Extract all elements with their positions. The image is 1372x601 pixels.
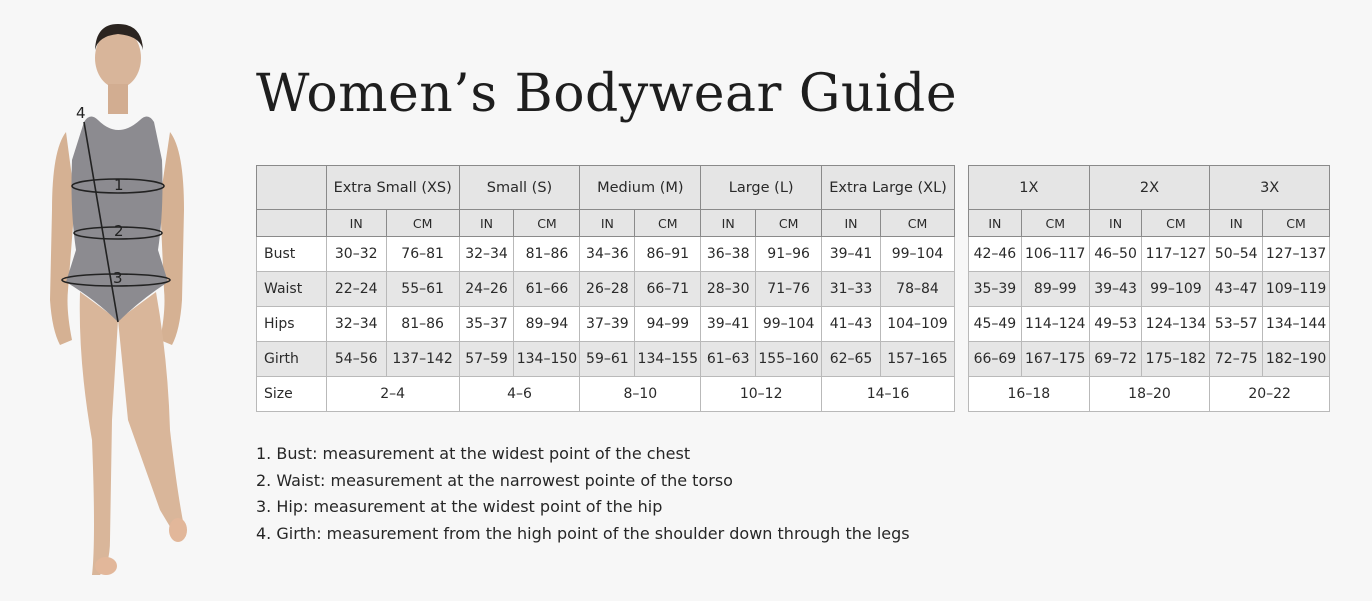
table-cell: 99–104 [756, 307, 822, 342]
table-cell: 53–57 [1210, 307, 1263, 342]
table-row-hips [969, 307, 1330, 342]
size-header-3x: 3X [1210, 166, 1330, 210]
size-header-xs: Extra Small (XS) [326, 166, 459, 210]
unit-header: IN [701, 210, 756, 237]
table-row-bust [257, 237, 955, 272]
table-cell: 89–94 [514, 307, 580, 342]
marker-2: 2 [114, 222, 124, 240]
table-cell: 57–59 [459, 342, 514, 377]
size-range-cell: 8–10 [580, 377, 701, 412]
table-cell: 106–117 [1021, 237, 1089, 272]
table-cell: 134–155 [635, 342, 701, 377]
unit-header: CM [756, 210, 822, 237]
table-row-waist [257, 272, 955, 307]
unit-header: CM [880, 210, 954, 237]
table-cell: 39–41 [822, 237, 881, 272]
table-cell: 26–28 [580, 272, 635, 307]
table-cell: 36–38 [701, 237, 756, 272]
table-cell: 37–39 [580, 307, 635, 342]
note-bust: 1. Bust: measurement at the widest point of the chest [256, 444, 691, 463]
table-cell: 69–72 [1089, 342, 1142, 377]
unit-header: IN [326, 210, 386, 237]
row-label: Hips [257, 307, 327, 342]
page-title: Women’s Bodywear Guide [256, 64, 958, 124]
table-cell: 137–142 [386, 342, 459, 377]
unit-header: IN [1089, 210, 1142, 237]
table-cell: 86–91 [635, 237, 701, 272]
unit-header: IN [580, 210, 635, 237]
table-cell: 59–61 [580, 342, 635, 377]
table-cell: 39–43 [1089, 272, 1142, 307]
table-cell: 104–109 [880, 307, 954, 342]
table-cell: 54–56 [326, 342, 386, 377]
table-cell: 94–99 [635, 307, 701, 342]
table-cell: 134–150 [514, 342, 580, 377]
note-hip: 3. Hip: measurement at the widest point of the hip [256, 497, 663, 516]
table-cell: 157–165 [880, 342, 954, 377]
table-cell: 50–54 [1210, 237, 1263, 272]
size-range-cell: 20–22 [1210, 377, 1330, 412]
table-cell: 182–190 [1263, 342, 1330, 377]
table-cell: 99–104 [880, 237, 954, 272]
header-corner [257, 166, 327, 210]
size-header-l: Large (L) [701, 166, 822, 210]
table-cell: 66–71 [635, 272, 701, 307]
table-cell: 155–160 [756, 342, 822, 377]
size-range-cell: 14–16 [822, 377, 955, 412]
table-cell: 124–134 [1142, 307, 1210, 342]
table-cell: 117–127 [1142, 237, 1210, 272]
table-cell: 62–65 [822, 342, 881, 377]
table-cell: 46–50 [1089, 237, 1142, 272]
table-cell: 39–41 [701, 307, 756, 342]
size-range-cell: 2–4 [326, 377, 459, 412]
table-row-waist [969, 272, 1330, 307]
table-cell: 109–119 [1263, 272, 1330, 307]
table-row-size [969, 377, 1330, 412]
table-cell: 41–43 [822, 307, 881, 342]
unit-header: IN [459, 210, 514, 237]
table-cell: 99–109 [1142, 272, 1210, 307]
table-cell: 30–32 [326, 237, 386, 272]
table-cell: 35–39 [969, 272, 1022, 307]
table-cell: 114–124 [1021, 307, 1089, 342]
table-cell: 49–53 [1089, 307, 1142, 342]
table-cell: 81–86 [514, 237, 580, 272]
table-cell: 81–86 [386, 307, 459, 342]
table-cell: 55–61 [386, 272, 459, 307]
note-waist: 2. Waist: measurement at the narrowest pointe of the torso [256, 470, 733, 490]
marker-4: 4 [76, 104, 86, 122]
unit-header: IN [1210, 210, 1263, 237]
size-range-cell: 4–6 [459, 377, 580, 412]
row-label: Size [257, 377, 327, 412]
table-cell: 127–137 [1263, 237, 1330, 272]
table-cell: 35–37 [459, 307, 514, 342]
table-cell: 89–99 [1021, 272, 1089, 307]
table-cell: 71–76 [756, 272, 822, 307]
unit-header: CM [386, 210, 459, 237]
size-range-cell: 16–18 [969, 377, 1090, 412]
table-cell: 134–144 [1263, 307, 1330, 342]
marker-1: 1 [114, 176, 124, 194]
table-cell: 175–182 [1142, 342, 1210, 377]
table-cell: 32–34 [326, 307, 386, 342]
unit-header: IN [822, 210, 881, 237]
size-header-xl: Extra Large (XL) [822, 166, 955, 210]
size-header-1x: 1X [969, 166, 1090, 210]
table-cell: 28–30 [701, 272, 756, 307]
row-label: Girth [257, 342, 327, 377]
measurement-notes [256, 441, 910, 547]
table-cell: 167–175 [1021, 342, 1089, 377]
table-cell: 22–24 [326, 272, 386, 307]
table-cell: 24–26 [459, 272, 514, 307]
unit-header: CM [1021, 210, 1089, 237]
size-table-plus [968, 165, 1330, 412]
table-cell: 61–63 [701, 342, 756, 377]
table-cell: 42–46 [969, 237, 1022, 272]
row-label: Bust [257, 237, 327, 272]
table-row-bust [969, 237, 1330, 272]
table-cell: 45–49 [969, 307, 1022, 342]
table-cell: 43–47 [1210, 272, 1263, 307]
unit-header: CM [1142, 210, 1210, 237]
table-row-hips [257, 307, 955, 342]
unit-header: CM [635, 210, 701, 237]
table-row-girth [257, 342, 955, 377]
size-header-s: Small (S) [459, 166, 580, 210]
table-row-size [257, 377, 955, 412]
size-range-cell: 18–20 [1089, 377, 1210, 412]
note-girth: 4. Girth: measurement from the high point of the shoulder down through the legs [256, 523, 910, 543]
unit-header: IN [969, 210, 1022, 237]
model-figure [0, 0, 240, 601]
unit-header-corner [257, 210, 327, 237]
size-header-2x: 2X [1089, 166, 1210, 210]
unit-header: CM [514, 210, 580, 237]
size-table-standard [256, 165, 955, 412]
marker-3: 3 [113, 269, 123, 287]
table-cell: 91–96 [756, 237, 822, 272]
table-cell: 61–66 [514, 272, 580, 307]
row-label: Waist [257, 272, 327, 307]
table-cell: 32–34 [459, 237, 514, 272]
table-cell: 66–69 [969, 342, 1022, 377]
table-cell: 34–36 [580, 237, 635, 272]
table-row-girth [969, 342, 1330, 377]
size-header-m: Medium (M) [580, 166, 701, 210]
size-range-cell: 10–12 [701, 377, 822, 412]
table-cell: 31–33 [822, 272, 881, 307]
table-cell: 78–84 [880, 272, 954, 307]
unit-header: CM [1263, 210, 1330, 237]
table-cell: 76–81 [386, 237, 459, 272]
table-cell: 72–75 [1210, 342, 1263, 377]
